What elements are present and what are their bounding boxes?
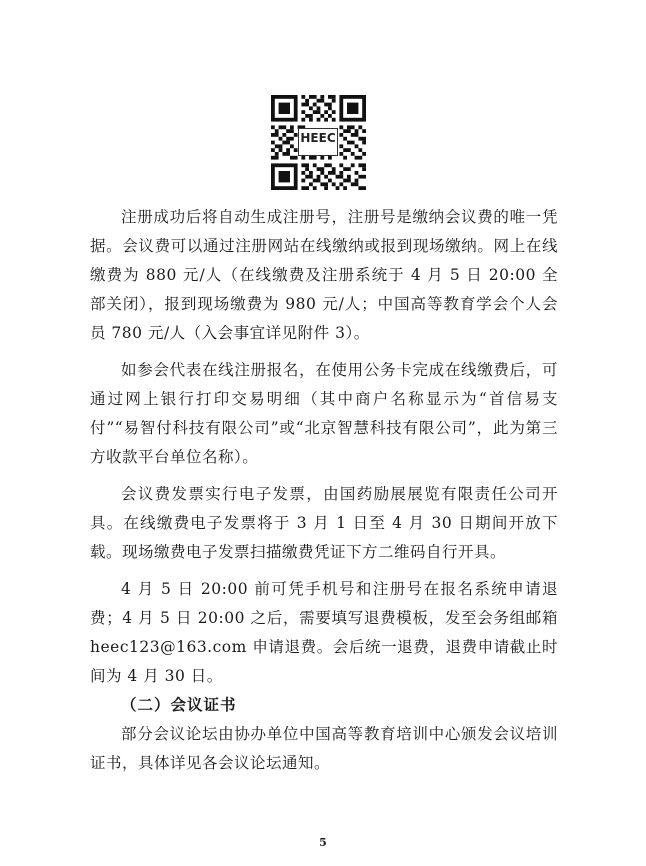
page-number: 5 bbox=[319, 836, 327, 849]
document-body bbox=[90, 203, 558, 778]
invoice-paragraph: 会议费发票实行电子发票，由国药励展展览有限责任公司开具。在线缴费电子发票将于 3 月 1 日至 4 月 30 日期间开放下载。现场缴费电子发票扫描缴费凭证下方二维码自行开具。 bbox=[90, 485, 558, 561]
refund-paragraph: 4 月 5 日 20:00 前可凭手机号和注册号在报名系统申请退费；4 月 5 日 20:00 之后，需要填写退费模板，发至会务组邮箱 heec123@163.com 申请退费。会后统一退费，退费申请截止时间为 4 月 30 日。 bbox=[90, 580, 558, 685]
certificate-paragraph: 部分会议论坛由协办单位中国高等教育培训中心颁发会议培训证书，具体详见各会议论坛通知。 bbox=[90, 725, 558, 772]
section-heading-certificate: （二）会议证书 bbox=[121, 696, 237, 714]
heec-logo bbox=[298, 128, 338, 156]
heec-logo-text: HEEC bbox=[300, 131, 336, 145]
payment-record-paragraph: 如参会代表在线注册报名，在使用公务卡完成在线缴费后，可通过网上银行打印交易明细（其中商户名称显示为“首信易支付”“易智付科技有限公司”或“北京智慧科技有限公司”，此为第三方收款平台单位名称）。 bbox=[90, 361, 558, 466]
registration-fee-paragraph: 注册成功后将自动生成注册号，注册号是缴纳会议费的唯一凭据。会议费可以通过注册网站在线缴纳或报到现场缴纳。网上在线缴费为 880 元/人（在线缴费及注册系统于 4 月 5 日 20:00 全部关闭），报到现场缴费为 980 元/人；中国高等教育学会个人会员 780 元/人（入会事宜详见附件 3）。 bbox=[90, 208, 558, 342]
